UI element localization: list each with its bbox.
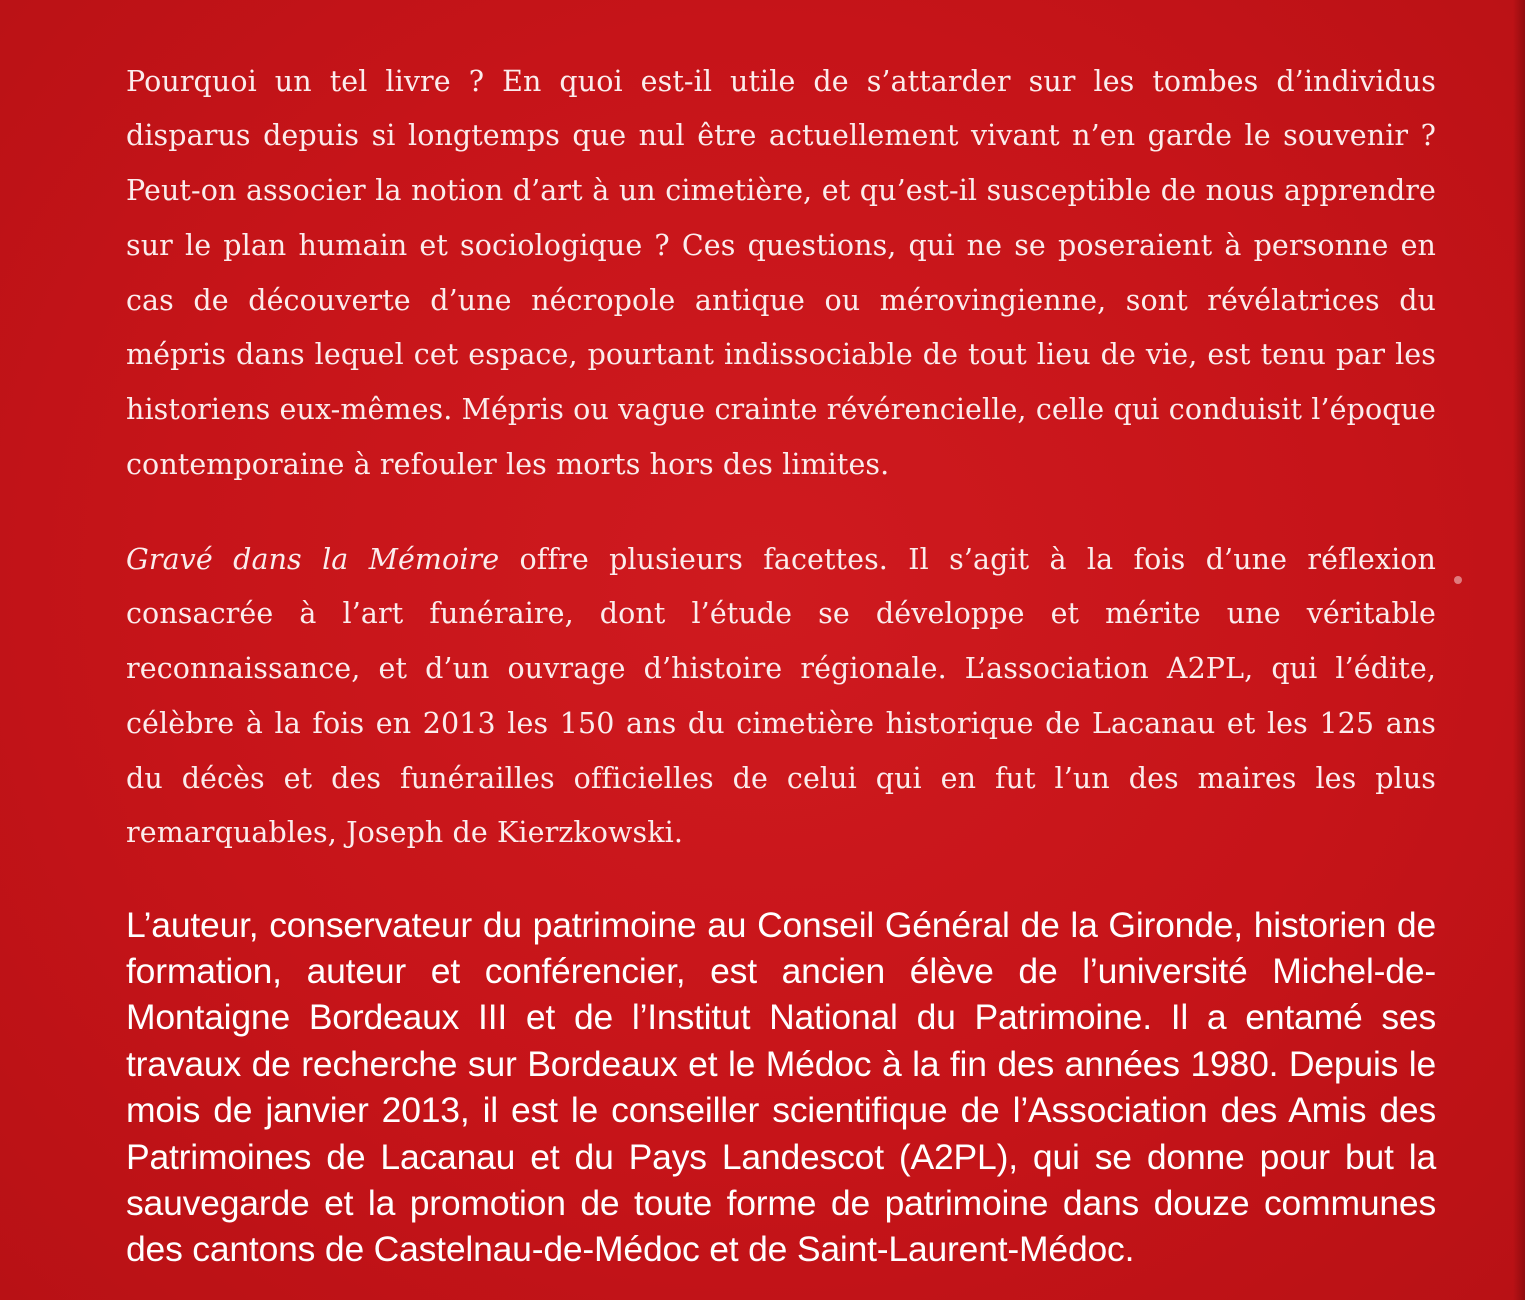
book-title: Gravé dans la Mémoire [126, 542, 500, 576]
cover-edge-shadow [1513, 0, 1525, 1300]
intro-paragraph: Pourquoi un tel livre ? En quoi est-il utile de s’attarder sur les tombes d’individus disparus depuis si longtemps que nul être actuellement vivant n’en garde le souvenir ? Peut-on associer la notion d’art à un cimetière, et qu’est-il susceptible de nous apprendre sur le plan humain et sociologique ? Ces questions, qui ne se poseraient à personne en cas de découverte d’une nécropole antique ou mérovingienne, sont révélatrices du mépris dans lequel cet espace, pourtant indissociable de tout lieu de vie, est tenu par les historiens eux-mêmes. Mépris ou vague crainte révérencielle, celle qui conduisit l’époque contemporaine à refouler les morts hors des limites. [126, 64, 1436, 482]
print-speck [1454, 576, 1462, 584]
book-description-text: offre plusieurs facettes. Il s’agit à la fois d’une réflexion consacrée à l’art funéraire, dont l’étude se développe et mérite une véritable reconnaissance, et d’un ouvrage d’histoire régionale. L’association A2PL, qui l’édite, célèbre à la fois en 2013 les 150 ans du cimetière historique de Lacanau et les 125 ans du décès et des funérailles officielles de celui qui en fut l’un des maires les plus remarquables, Joseph de Kierzkowski. [126, 542, 1436, 850]
author-bio-paragraph: L’auteur, conservateur du patrimoine au Conseil Général de la Gironde, historien de formation, auteur et conférencier, est ancien élève de l’université Michel-de-Montaigne Bordeaux III et de l’Institut National du Patrimoine. Il a entamé ses travaux de recherche sur Bordeaux et le Médoc à la fin des années 1980. Depuis le mois de janvier 2013, il est le conseiller scientifique de l’Association des Amis des Patrimoines de Lacanau et du Pays Landescot (A2PL), qui se donne pour but la sauvegarde et la promotion de toute forme de patrimoine dans douze communes des cantons de Castelnau-de-Médoc et de Saint-Laurent-Médoc. [126, 904, 1436, 1270]
book-description-paragraph [126, 533, 1436, 862]
